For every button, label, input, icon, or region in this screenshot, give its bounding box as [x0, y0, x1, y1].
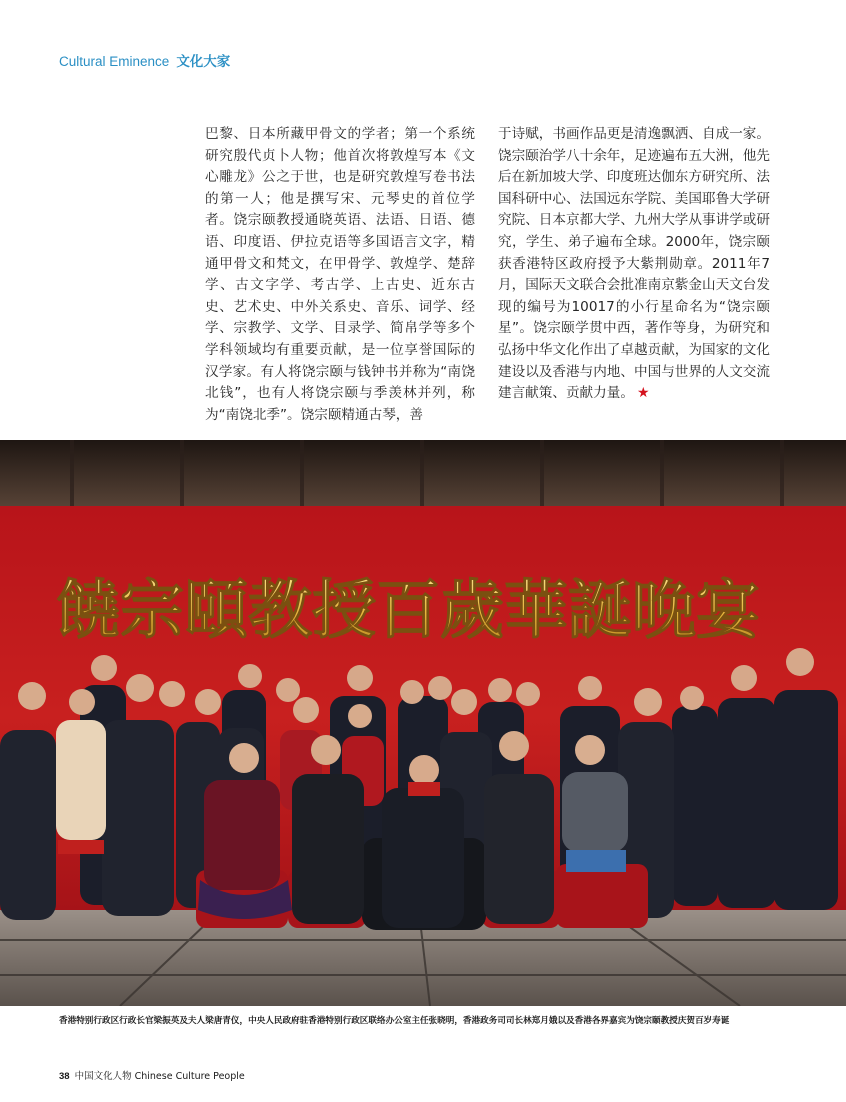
- section-header-zh: 文化大家: [176, 54, 231, 70]
- magazine-name: 中国文化人物 Chinese Culture People: [74, 1071, 245, 1082]
- article-column-left: 巴黎、日本所藏甲骨文的学者；第一个系统研究殷代贞卜人物；他首次将敦煌写本《文心雕龙》公之于世，也是研究敦煌写卷书法的第一人；他是撰写宋、元琴史的首位学者。饶宗颐教授通晓英语、法语、日语、德语、印度语、伊拉克语等多国语言文字，精通甲骨文和梵文，在甲骨学、敦煌学、楚辞学、古文字学、考古学、上古史、近东古史、艺术史、中外关系史、音乐、词学、经学、宗教学、文学、目录学、简帛学等多个学科领域均有重要贡献，是一位享誉国际的汉学家。有人将饶宗颐与钱钟书并称为“南饶北钱”，也有人将饶宗颐与季羡林并列，称为“南饶北季”。饶宗颐精通古琴，善: [205, 126, 475, 423]
- section-header: [59, 50, 230, 70]
- banner-text: 饒宗頤教授百歲華誕晚宴: [56, 573, 760, 648]
- end-star-icon: ★: [636, 385, 650, 402]
- group-photo-illustration: [0, 440, 846, 1006]
- section-header-en: Cultural Eminence: [59, 54, 170, 69]
- page-number: 38: [59, 1071, 70, 1082]
- group-photo: [0, 440, 846, 1006]
- article-column-right-text: 于诗赋，书画作品更是清逸飘洒、自成一家。饶宗颐治学八十余年，足迹遍布五大洲，他先后在新加坡大学、印度班达伽东方研究所、法国科研中心、法国远东学院、美国耶鲁大学研究院、日本京都大学、九州大学从事讲学或研究，学生、弟子遍布全球。2000年，饶宗颐获香港特区政府授予大紫荆勋章。2011年7月，国际天文联合会批准南京紫金山天文台发现的编号为10017的小行星命名为“饶宗颐星”。饶宗颐学贯中西，著作等身，为研究和弘扬中华文化作出了卓越贡献，为国家的文化建设以及香港与内地、中国与世界的人文交流建言献策、贡献力量。: [498, 126, 770, 402]
- page-footer: [59, 1068, 245, 1082]
- article-column-right: [498, 124, 770, 405]
- photo-caption: 香港特别行政区行政长官梁振英及夫人梁唐青仪，中央人民政府驻香港特别行政区联络办公室主任张晓明，香港政务司司长林郑月娥以及香港各界嘉宾为饶宗颐教授庆贺百岁寿诞: [59, 1016, 730, 1026]
